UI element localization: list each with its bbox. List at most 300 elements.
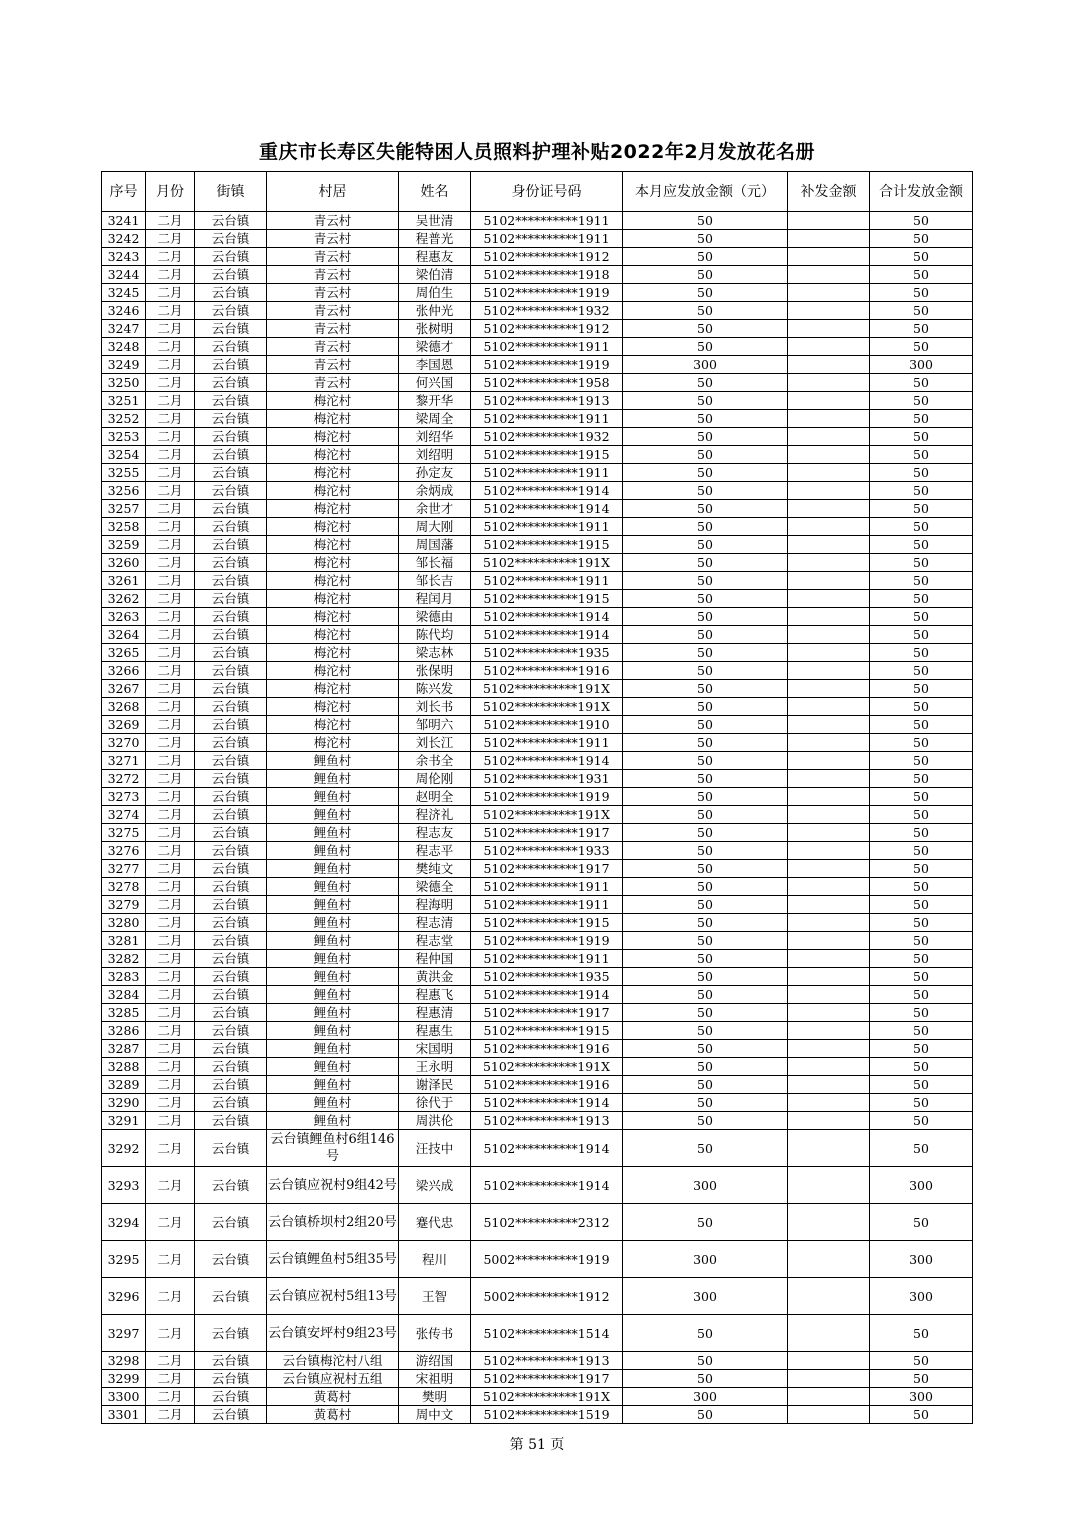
cell-monthly-amount: 300 <box>623 1167 788 1204</box>
cell-monthly-amount: 50 <box>623 1315 788 1352</box>
cell-name: 张保明 <box>399 662 471 680</box>
table-row <box>102 968 973 986</box>
cell-name: 刘长江 <box>399 734 471 752</box>
cell-total-amount: 50 <box>870 950 973 968</box>
cell-total-amount: 50 <box>870 248 973 266</box>
cell-month: 二月 <box>146 698 195 716</box>
cell-name: 程仲国 <box>399 950 471 968</box>
cell-total-amount: 50 <box>870 230 973 248</box>
cell-total-amount: 50 <box>870 914 973 932</box>
cell-supplement-amount <box>788 788 870 806</box>
cell-supplement-amount <box>788 536 870 554</box>
cell-id-number: 5102**********1958 <box>471 374 623 392</box>
cell-id-number: 5102**********1914 <box>471 500 623 518</box>
table-row <box>102 572 973 590</box>
cell-town: 云台镇 <box>195 968 267 986</box>
cell-name: 周国藩 <box>399 536 471 554</box>
cell-id-number: 5102**********1932 <box>471 428 623 446</box>
cell-index: 3292 <box>102 1130 146 1167</box>
cell-village: 梅沱村 <box>267 500 399 518</box>
cell-total-amount: 50 <box>870 1406 973 1424</box>
cell-total-amount: 50 <box>870 788 973 806</box>
cell-town: 云台镇 <box>195 356 267 374</box>
cell-town: 云台镇 <box>195 428 267 446</box>
cell-month: 二月 <box>146 1094 195 1112</box>
cell-village: 鲤鱼村 <box>267 878 399 896</box>
cell-supplement-amount <box>788 932 870 950</box>
cell-village: 鲤鱼村 <box>267 1076 399 1094</box>
cell-name: 黄洪金 <box>399 968 471 986</box>
cell-id-number: 5102**********1914 <box>471 752 623 770</box>
cell-town: 云台镇 <box>195 608 267 626</box>
cell-name: 程海明 <box>399 896 471 914</box>
cell-monthly-amount: 50 <box>623 662 788 680</box>
cell-month: 二月 <box>146 1315 195 1352</box>
cell-town: 云台镇 <box>195 1278 267 1315</box>
cell-id-number: 5102**********1931 <box>471 770 623 788</box>
table-row <box>102 1278 973 1315</box>
cell-name: 梁兴成 <box>399 1167 471 1204</box>
cell-id-number: 5102**********1911 <box>471 464 623 482</box>
cell-village: 鲤鱼村 <box>267 1040 399 1058</box>
cell-town: 云台镇 <box>195 770 267 788</box>
cell-village: 梅沱村 <box>267 446 399 464</box>
cell-name: 梁周全 <box>399 410 471 428</box>
cell-village: 鲤鱼村 <box>267 806 399 824</box>
cell-id-number: 5102**********1911 <box>471 518 623 536</box>
table-row <box>102 914 973 932</box>
table-row <box>102 1058 973 1076</box>
cell-supplement-amount <box>788 1112 870 1130</box>
cell-monthly-amount: 50 <box>623 806 788 824</box>
table-row <box>102 320 973 338</box>
cell-total-amount: 50 <box>870 266 973 284</box>
cell-supplement-amount <box>788 1022 870 1040</box>
cell-total-amount: 50 <box>870 752 973 770</box>
cell-name: 程川 <box>399 1241 471 1278</box>
cell-month: 二月 <box>146 1112 195 1130</box>
table-row <box>102 626 973 644</box>
cell-total-amount: 50 <box>870 860 973 878</box>
cell-total-amount: 50 <box>870 320 973 338</box>
cell-village: 梅沱村 <box>267 392 399 410</box>
table-row <box>102 266 973 284</box>
cell-total-amount: 50 <box>870 212 973 230</box>
cell-id-number: 5102**********1911 <box>471 896 623 914</box>
table-row <box>102 1112 973 1130</box>
cell-town: 云台镇 <box>195 788 267 806</box>
cell-month: 二月 <box>146 1204 195 1241</box>
table-row <box>102 1004 973 1022</box>
header-month: 月份 <box>146 172 195 212</box>
cell-name: 蹇代忠 <box>399 1204 471 1241</box>
cell-name: 汪技中 <box>399 1130 471 1167</box>
cell-town: 云台镇 <box>195 284 267 302</box>
cell-total-amount: 50 <box>870 662 973 680</box>
cell-month: 二月 <box>146 392 195 410</box>
cell-supplement-amount <box>788 968 870 986</box>
cell-village: 青云村 <box>267 266 399 284</box>
cell-village: 梅沱村 <box>267 626 399 644</box>
cell-monthly-amount: 50 <box>623 1058 788 1076</box>
cell-total-amount: 50 <box>870 410 973 428</box>
cell-town: 云台镇 <box>195 1370 267 1388</box>
cell-total-amount: 50 <box>870 536 973 554</box>
cell-month: 二月 <box>146 608 195 626</box>
cell-supplement-amount <box>788 356 870 374</box>
cell-index: 3254 <box>102 446 146 464</box>
cell-total-amount: 50 <box>870 1112 973 1130</box>
cell-name: 余书全 <box>399 752 471 770</box>
cell-total-amount: 50 <box>870 878 973 896</box>
cell-monthly-amount: 50 <box>623 698 788 716</box>
cell-name: 赵明全 <box>399 788 471 806</box>
cell-index: 3283 <box>102 968 146 986</box>
cell-monthly-amount: 50 <box>623 266 788 284</box>
cell-month: 二月 <box>146 1352 195 1370</box>
cell-village: 云台镇安坪村9组23号 <box>267 1315 399 1352</box>
cell-index: 3295 <box>102 1241 146 1278</box>
cell-total-amount: 50 <box>870 284 973 302</box>
cell-total-amount: 300 <box>870 1167 973 1204</box>
cell-town: 云台镇 <box>195 644 267 662</box>
cell-village: 云台镇鲤鱼村5组35号 <box>267 1241 399 1278</box>
cell-monthly-amount: 50 <box>623 536 788 554</box>
cell-month: 二月 <box>146 500 195 518</box>
cell-town: 云台镇 <box>195 1040 267 1058</box>
cell-id-number: 5102**********1911 <box>471 572 623 590</box>
cell-village: 鲤鱼村 <box>267 860 399 878</box>
cell-village: 鲤鱼村 <box>267 968 399 986</box>
cell-index: 3269 <box>102 716 146 734</box>
cell-name: 余炳成 <box>399 482 471 500</box>
cell-name: 李国恩 <box>399 356 471 374</box>
cell-monthly-amount: 50 <box>623 230 788 248</box>
cell-village: 鲤鱼村 <box>267 1094 399 1112</box>
cell-village: 鲤鱼村 <box>267 896 399 914</box>
cell-village: 黄葛村 <box>267 1388 399 1406</box>
cell-index: 3289 <box>102 1076 146 1094</box>
cell-id-number: 5102**********1919 <box>471 932 623 950</box>
cell-month: 二月 <box>146 1278 195 1315</box>
cell-total-amount: 50 <box>870 896 973 914</box>
cell-month: 二月 <box>146 896 195 914</box>
cell-month: 二月 <box>146 770 195 788</box>
cell-village: 青云村 <box>267 374 399 392</box>
cell-month: 二月 <box>146 1241 195 1278</box>
table-row <box>102 1094 973 1112</box>
cell-id-number: 5102**********2312 <box>471 1204 623 1241</box>
cell-id-number: 5102**********1910 <box>471 716 623 734</box>
cell-id-number: 5102**********1914 <box>471 482 623 500</box>
header-id-number: 身份证号码 <box>471 172 623 212</box>
cell-id-number: 5102**********1917 <box>471 860 623 878</box>
cell-town: 云台镇 <box>195 1167 267 1204</box>
cell-index: 3268 <box>102 698 146 716</box>
cell-monthly-amount: 50 <box>623 842 788 860</box>
cell-supplement-amount <box>788 248 870 266</box>
cell-town: 云台镇 <box>195 860 267 878</box>
cell-index: 3252 <box>102 410 146 428</box>
cell-id-number: 5102**********1935 <box>471 644 623 662</box>
cell-total-amount: 50 <box>870 968 973 986</box>
cell-village: 梅沱村 <box>267 698 399 716</box>
cell-town: 云台镇 <box>195 1388 267 1406</box>
cell-index: 3297 <box>102 1315 146 1352</box>
cell-index: 3275 <box>102 824 146 842</box>
cell-supplement-amount <box>788 950 870 968</box>
cell-monthly-amount: 50 <box>623 482 788 500</box>
cell-town: 云台镇 <box>195 266 267 284</box>
cell-total-amount: 50 <box>870 446 973 464</box>
cell-name: 周中文 <box>399 1406 471 1424</box>
cell-name: 周伦刚 <box>399 770 471 788</box>
cell-total-amount: 300 <box>870 1388 973 1406</box>
cell-monthly-amount: 50 <box>623 1076 788 1094</box>
cell-total-amount: 50 <box>870 1076 973 1094</box>
cell-month: 二月 <box>146 1004 195 1022</box>
table-row <box>102 734 973 752</box>
cell-supplement-amount <box>788 212 870 230</box>
table-row <box>102 428 973 446</box>
cell-month: 二月 <box>146 464 195 482</box>
cell-name: 黎开华 <box>399 392 471 410</box>
cell-supplement-amount <box>788 500 870 518</box>
cell-id-number: 5102**********1913 <box>471 392 623 410</box>
cell-total-amount: 50 <box>870 518 973 536</box>
cell-name: 梁伯清 <box>399 266 471 284</box>
cell-monthly-amount: 50 <box>623 572 788 590</box>
cell-monthly-amount: 50 <box>623 968 788 986</box>
cell-index: 3274 <box>102 806 146 824</box>
table-row <box>102 590 973 608</box>
cell-town: 云台镇 <box>195 698 267 716</box>
cell-index: 3264 <box>102 626 146 644</box>
table-body <box>102 212 973 1424</box>
cell-monthly-amount: 50 <box>623 950 788 968</box>
table-row <box>102 608 973 626</box>
cell-month: 二月 <box>146 338 195 356</box>
cell-total-amount: 50 <box>870 716 973 734</box>
table-row <box>102 464 973 482</box>
cell-total-amount: 50 <box>870 554 973 572</box>
cell-id-number: 5102**********1917 <box>471 1370 623 1388</box>
cell-monthly-amount: 50 <box>623 302 788 320</box>
cell-monthly-amount: 50 <box>623 338 788 356</box>
cell-town: 云台镇 <box>195 500 267 518</box>
header-town: 街镇 <box>195 172 267 212</box>
cell-index: 3288 <box>102 1058 146 1076</box>
cell-village: 青云村 <box>267 230 399 248</box>
cell-id-number: 5102**********1919 <box>471 788 623 806</box>
cell-supplement-amount <box>788 860 870 878</box>
cell-monthly-amount: 50 <box>623 392 788 410</box>
cell-name: 刘绍明 <box>399 446 471 464</box>
cell-id-number: 5102**********1915 <box>471 590 623 608</box>
cell-month: 二月 <box>146 932 195 950</box>
cell-total-amount: 50 <box>870 482 973 500</box>
cell-total-amount: 50 <box>870 698 973 716</box>
cell-village: 梅沱村 <box>267 680 399 698</box>
cell-total-amount: 50 <box>870 374 973 392</box>
cell-id-number: 5102**********1912 <box>471 248 623 266</box>
table-row <box>102 950 973 968</box>
page-title: 重庆市长寿区失能特困人员照料护理补贴2022年2月发放花名册 <box>258 141 816 163</box>
cell-name: 孙定友 <box>399 464 471 482</box>
cell-town: 云台镇 <box>195 482 267 500</box>
cell-village: 青云村 <box>267 338 399 356</box>
cell-index: 3263 <box>102 608 146 626</box>
cell-total-amount: 50 <box>870 1130 973 1167</box>
cell-total-amount: 50 <box>870 1352 973 1370</box>
cell-supplement-amount <box>788 410 870 428</box>
cell-id-number: 5102**********1914 <box>471 1130 623 1167</box>
cell-id-number: 5102**********1932 <box>471 302 623 320</box>
cell-index: 3293 <box>102 1167 146 1204</box>
cell-name: 宋祖明 <box>399 1370 471 1388</box>
cell-supplement-amount <box>788 554 870 572</box>
cell-name: 程济礼 <box>399 806 471 824</box>
cell-month: 二月 <box>146 1167 195 1204</box>
cell-village: 梅沱村 <box>267 464 399 482</box>
cell-index: 3281 <box>102 932 146 950</box>
cell-month: 二月 <box>146 950 195 968</box>
table-row <box>102 410 973 428</box>
cell-index: 3248 <box>102 338 146 356</box>
cell-index: 3287 <box>102 1040 146 1058</box>
cell-id-number: 5102**********1519 <box>471 1406 623 1424</box>
table-row <box>102 1130 973 1167</box>
table-row <box>102 1315 973 1352</box>
table-row <box>102 1040 973 1058</box>
cell-village: 梅沱村 <box>267 428 399 446</box>
table-row <box>102 752 973 770</box>
cell-month: 二月 <box>146 428 195 446</box>
cell-index: 3286 <box>102 1022 146 1040</box>
cell-name: 程志清 <box>399 914 471 932</box>
table-row <box>102 554 973 572</box>
cell-monthly-amount: 50 <box>623 788 788 806</box>
cell-supplement-amount <box>788 752 870 770</box>
cell-monthly-amount: 50 <box>623 1004 788 1022</box>
cell-town: 云台镇 <box>195 680 267 698</box>
cell-village: 鲤鱼村 <box>267 914 399 932</box>
cell-index: 3277 <box>102 860 146 878</box>
cell-village: 鲤鱼村 <box>267 1058 399 1076</box>
cell-id-number: 5102**********1916 <box>471 662 623 680</box>
cell-village: 梅沱村 <box>267 644 399 662</box>
cell-month: 二月 <box>146 518 195 536</box>
cell-total-amount: 50 <box>870 842 973 860</box>
cell-id-number: 5102**********1914 <box>471 626 623 644</box>
cell-id-number: 5102**********1911 <box>471 338 623 356</box>
cell-id-number: 5102**********1911 <box>471 878 623 896</box>
cell-index: 3294 <box>102 1204 146 1241</box>
cell-supplement-amount <box>788 1130 870 1167</box>
cell-index: 3290 <box>102 1094 146 1112</box>
header-village: 村居 <box>267 172 399 212</box>
cell-index: 3266 <box>102 662 146 680</box>
cell-town: 云台镇 <box>195 662 267 680</box>
table-row <box>102 824 973 842</box>
cell-month: 二月 <box>146 446 195 464</box>
table-row <box>102 374 973 392</box>
cell-index: 3273 <box>102 788 146 806</box>
cell-town: 云台镇 <box>195 806 267 824</box>
table-row <box>102 644 973 662</box>
cell-index: 3291 <box>102 1112 146 1130</box>
cell-id-number: 5102**********1912 <box>471 320 623 338</box>
cell-id-number: 5102**********1514 <box>471 1315 623 1352</box>
cell-monthly-amount: 50 <box>623 1370 788 1388</box>
cell-town: 云台镇 <box>195 716 267 734</box>
cell-index: 3296 <box>102 1278 146 1315</box>
cell-town: 云台镇 <box>195 1352 267 1370</box>
table-row <box>102 1076 973 1094</box>
table-row <box>102 860 973 878</box>
cell-village: 梅沱村 <box>267 662 399 680</box>
cell-id-number: 5102**********1914 <box>471 1094 623 1112</box>
cell-month: 二月 <box>146 806 195 824</box>
cell-name: 陈代均 <box>399 626 471 644</box>
cell-village: 青云村 <box>267 302 399 320</box>
cell-index: 3257 <box>102 500 146 518</box>
roster-table <box>101 171 973 1424</box>
cell-id-number: 5102**********1917 <box>471 824 623 842</box>
cell-town: 云台镇 <box>195 626 267 644</box>
cell-index: 3242 <box>102 230 146 248</box>
cell-village: 云台镇应祝村5组13号 <box>267 1278 399 1315</box>
cell-id-number: 5102**********1914 <box>471 608 623 626</box>
cell-id-number: 5102**********1917 <box>471 1004 623 1022</box>
cell-town: 云台镇 <box>195 1058 267 1076</box>
cell-total-amount: 50 <box>870 302 973 320</box>
table-row <box>102 896 973 914</box>
cell-index: 3243 <box>102 248 146 266</box>
cell-supplement-amount <box>788 878 870 896</box>
cell-month: 二月 <box>146 716 195 734</box>
cell-index: 3271 <box>102 752 146 770</box>
cell-monthly-amount: 300 <box>623 1278 788 1315</box>
cell-index: 3249 <box>102 356 146 374</box>
cell-supplement-amount <box>788 446 870 464</box>
cell-monthly-amount: 50 <box>623 284 788 302</box>
table-row <box>102 536 973 554</box>
cell-name: 程志堂 <box>399 932 471 950</box>
cell-supplement-amount <box>788 1241 870 1278</box>
cell-month: 二月 <box>146 1040 195 1058</box>
cell-town: 云台镇 <box>195 986 267 1004</box>
cell-town: 云台镇 <box>195 410 267 428</box>
cell-total-amount: 300 <box>870 356 973 374</box>
table-row <box>102 932 973 950</box>
cell-name: 邹长福 <box>399 554 471 572</box>
cell-town: 云台镇 <box>195 842 267 860</box>
table-row <box>102 356 973 374</box>
cell-id-number: 5102**********1919 <box>471 284 623 302</box>
cell-monthly-amount: 50 <box>623 446 788 464</box>
cell-month: 二月 <box>146 302 195 320</box>
cell-month: 二月 <box>146 320 195 338</box>
cell-total-amount: 50 <box>870 428 973 446</box>
cell-town: 云台镇 <box>195 1130 267 1167</box>
cell-month: 二月 <box>146 644 195 662</box>
cell-town: 云台镇 <box>195 248 267 266</box>
cell-town: 云台镇 <box>195 1076 267 1094</box>
cell-index: 3299 <box>102 1370 146 1388</box>
cell-index: 3255 <box>102 464 146 482</box>
cell-month: 二月 <box>146 1370 195 1388</box>
